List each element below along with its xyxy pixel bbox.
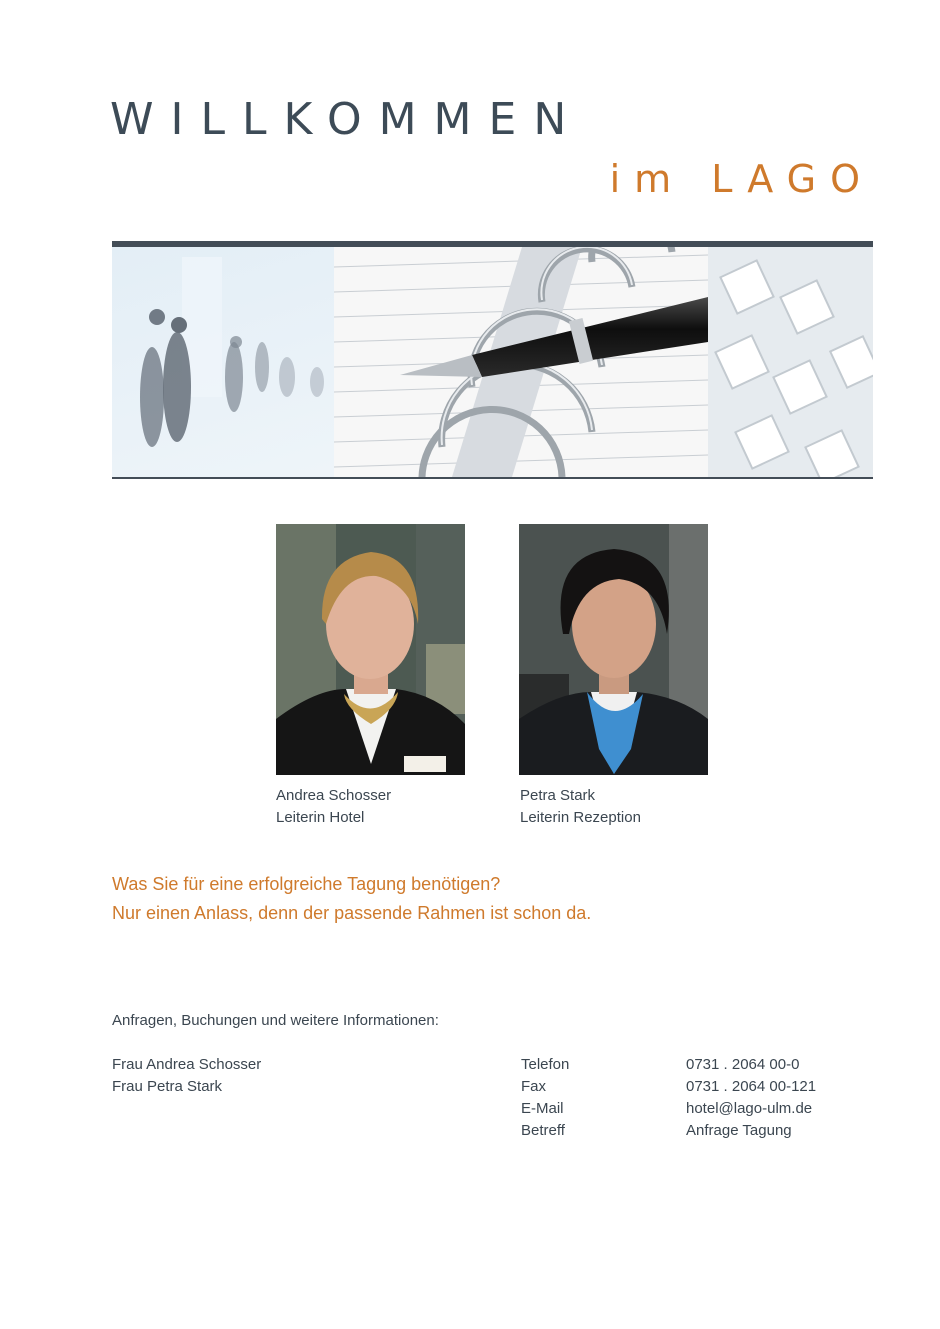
contact-persons bbox=[112, 1054, 261, 1098]
staff-role: Leiterin Rezeption bbox=[520, 809, 641, 826]
contact-person: Frau Petra Stark bbox=[112, 1078, 223, 1095]
banner-image bbox=[112, 247, 873, 477]
contact-label-fax: Fax bbox=[521, 1078, 547, 1095]
contact-heading: Anfragen, Buchungen und weitere Informationen: bbox=[112, 1012, 439, 1029]
contact-label-email: E-Mail bbox=[521, 1100, 564, 1117]
portrait-andrea-schosser bbox=[276, 524, 465, 775]
caption-petra bbox=[520, 785, 641, 829]
tagline-line-2: Nur einen Anlass, denn der passende Rahmen ist schon da. bbox=[112, 903, 592, 923]
contact-email: hotel@lago-ulm.de bbox=[686, 1100, 813, 1117]
contact-fax: 0731 . 2064 00-121 bbox=[686, 1078, 817, 1095]
contact-label-phone: Telefon bbox=[521, 1056, 570, 1073]
page-title: WILLKOMMEN bbox=[110, 94, 584, 145]
staff-name: Petra Stark bbox=[520, 787, 596, 804]
contact-person: Frau Andrea Schosser bbox=[112, 1056, 262, 1073]
fountain-pen-binder-image bbox=[334, 247, 708, 477]
page-subtitle: im LAGO bbox=[609, 157, 874, 201]
keyboard-image bbox=[708, 247, 873, 477]
contact-phone: 0731 . 2064 00-0 bbox=[686, 1056, 800, 1073]
contact-subject: Anfrage Tagung bbox=[686, 1122, 792, 1139]
tagline bbox=[112, 870, 591, 928]
contact-values bbox=[686, 1054, 816, 1142]
contact-label-subject: Betreff bbox=[521, 1122, 565, 1139]
banner-bottom-rule bbox=[112, 477, 873, 479]
caption-andrea bbox=[276, 785, 391, 829]
staff-name: Andrea Schosser bbox=[276, 787, 392, 804]
portrait-petra-stark bbox=[519, 524, 708, 775]
contact-labels bbox=[521, 1054, 569, 1142]
staff-role: Leiterin Hotel bbox=[276, 809, 365, 826]
tagline-line-1: Was Sie für eine erfolgreiche Tagung benötigen? bbox=[112, 874, 501, 894]
